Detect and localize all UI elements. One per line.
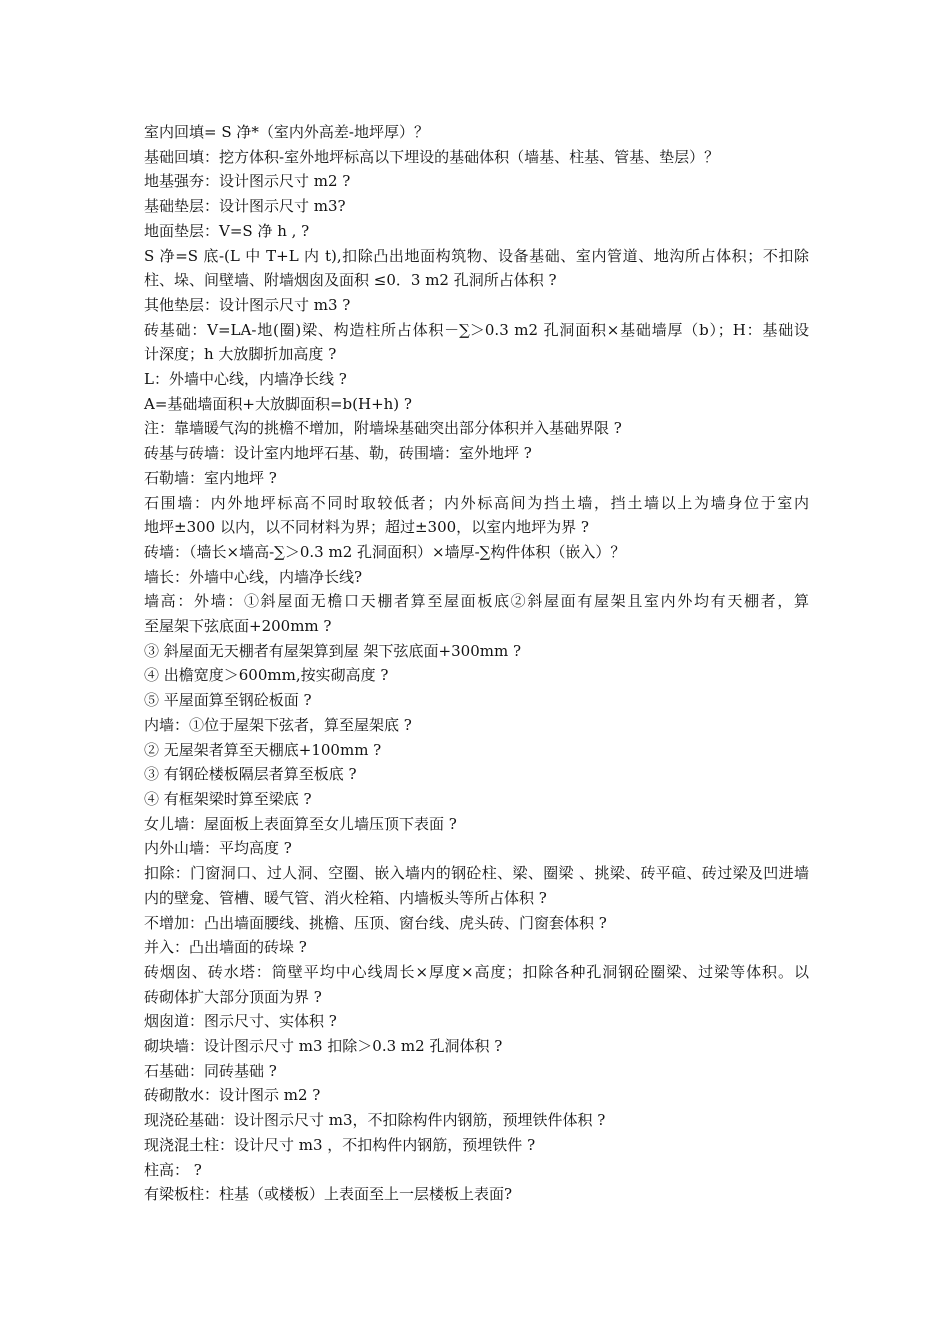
- text-line: ④ 出檐宽度＞600mm,按实砌高度 ?: [144, 666, 389, 685]
- text-line: 砖墙：（墙长×墙高-∑＞0.3 m2 孔洞面积）×墙厚-∑构件体积（嵌入）？: [144, 542, 626, 561]
- text-line: 石基础：同砖基础 ?: [144, 1061, 277, 1080]
- text-line: ② 无屋架者算至天棚底+100mm ?: [144, 740, 382, 759]
- text-line: 砖砌散水：设计图示 m2 ?: [144, 1086, 321, 1105]
- text-line: 计深度；h 大放脚折加高度 ?: [144, 345, 337, 364]
- text-line: 烟囱道：图示尺寸、实体积 ?: [144, 1012, 337, 1031]
- text-line: 内的壁龛、管槽、暖气管、消火栓箱、内墙板头等所占体积 ?: [144, 888, 547, 907]
- text-line: 砖基础：V=LA-地(圈)梁、构造柱所占体积－∑＞0.3 m2 孔洞面积×基础墙厚（b）；H：基础设: [144, 320, 809, 339]
- text-line: A=基础墙面积+大放脚面积=b(H+h) ?: [144, 394, 412, 413]
- text-line: 石围墙：内外地坪标高不同时取较低者；内外标高间为挡土墙，挡土墙以上为墙身位于室内: [144, 493, 809, 512]
- text-line: 有梁板柱：柱基（或楼板）上表面至上一层楼板上表面?: [144, 1185, 513, 1204]
- text-line: 砌块墙：设计图示尺寸 m3 扣除＞0.3 m2 孔洞体积 ?: [144, 1037, 503, 1056]
- text-line: S 净=S 底-(L 中 T+L 内 t),扣除凸出地面构筑物、设备基础、室内管道、地沟所占体积；不扣除: [144, 246, 809, 265]
- text-line: 基础回填：挖方体积-室外地坪标高以下埋设的基础体积（墙基、柱基、管基、垫层）？: [144, 147, 720, 166]
- text-line: ④ 有框架梁时算至梁底 ?: [144, 789, 312, 808]
- text-line: 其他垫层：设计图示尺寸 m3 ?: [144, 295, 351, 314]
- text-line: 砖砌体扩大部分顶面为界 ?: [144, 987, 322, 1006]
- text-line: 柱、垛、间壁墙、附墙烟囱及面积 ≤0．3 m2 孔洞所占体积 ?: [144, 271, 557, 290]
- text-line: 石勒墙：室内地坪 ?: [144, 468, 277, 487]
- text-line: 室内回填= S 净*（室内外高差-地坪厚）？: [144, 123, 429, 141]
- text-line: 注：靠墙暖气沟的挑檐不增加，附墙垛基础突出部分体积并入基础界限 ?: [144, 419, 622, 438]
- text-line: ③ 有钢砼楼板隔层者算至板底 ?: [144, 765, 357, 784]
- text-line: 女儿墙：屋面板上表面算至女儿墙压顶下表面 ?: [144, 814, 457, 833]
- text-line: ③ 斜屋面无天棚者有屋架算到屋 架下弦底面+300mm ?: [144, 641, 521, 660]
- text-line: 基础垫层：设计图示尺寸 m3?: [144, 197, 346, 216]
- text-line: 现浇混土柱：设计尺寸 m3 ，不扣构件内钢筋，预埋铁件 ?: [144, 1135, 536, 1154]
- text-line: 砖烟囱、砖水塔：筒壁平均中心线周长×厚度×高度；扣除各种孔洞钢砼圈梁、过梁等体积。以: [144, 962, 809, 981]
- text-line: 墙高：外墙：①斜屋面无檐口天棚者算至屋面板底②斜屋面有屋架且室内外均有天棚者，算: [144, 592, 809, 611]
- text-line: 内墙：①位于屋架下弦者，算至屋架底 ?: [144, 715, 412, 734]
- document-body: [144, 120, 809, 1207]
- text-line: 内外山墙：平均高度 ?: [144, 839, 292, 858]
- text-line: 砖基与砖墙：设计室内地坪石基、勒，砖围墙：室外地坪 ?: [144, 444, 532, 463]
- text-line: 地基强夯：设计图示尺寸 m2 ?: [144, 172, 351, 191]
- text-line: 地面垫层：V=S 净 h , ?: [144, 221, 310, 240]
- text-line: 墙长：外墙中心线，内墙净长线?: [144, 567, 363, 586]
- text-line: 柱高： ?: [144, 1160, 202, 1179]
- text-line: ⑤ 平屋面算至钢砼板面 ?: [144, 691, 312, 710]
- text-line: 现浇砼基础：设计图示尺寸 m3，不扣除构件内钢筋，预埋铁件体积 ?: [144, 1111, 606, 1130]
- text-line: 并入：凸出墙面的砖垛 ?: [144, 938, 307, 957]
- text-line: L：外墙中心线，内墙净长线 ?: [144, 370, 347, 389]
- text-line: 地坪±300 以内，以不同材料为界；超过±300，以室内地坪为界 ?: [144, 518, 589, 537]
- text-line: 扣除：门窗洞口、过人洞、空圈、嵌入墙内的钢砼柱、梁、圈梁 、挑梁、砖平碹、砖过梁及凹进墙: [144, 864, 809, 883]
- text-line: 不增加：凸出墙面腰线、挑檐、压顶、窗台线、虎头砖、门窗套体积 ?: [144, 913, 607, 932]
- text-line: 至屋架下弦底面+200mm ?: [144, 617, 332, 636]
